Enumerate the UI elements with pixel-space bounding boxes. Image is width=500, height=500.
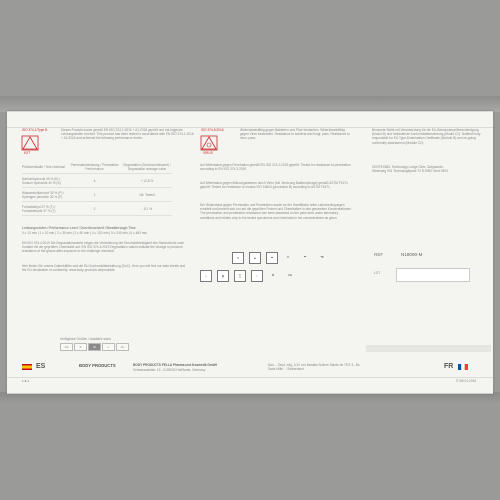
ref-label: REF bbox=[374, 252, 384, 257]
datasheet-text: Hier finden Sie unsere Datenblätter und die EU-Konformitätserklärung (DoC). Here you will find our data sheets and the EU declaration of conformity: www.body-products.de/produkte bbox=[22, 264, 186, 273]
table-header bbox=[22, 160, 172, 174]
company-name: BODY PRODUCTS FELLA Pharma und Kosmetik GmbH bbox=[133, 363, 217, 367]
table-header-cell: Degradation (Durchschnittswert) / Degradation average value bbox=[123, 162, 171, 171]
chemical-table bbox=[22, 160, 172, 216]
company-address: Schwarzwaldstr. 13 - D-95030 Hof/Saale, Germany bbox=[133, 368, 206, 372]
expiry-icon: ⌛ bbox=[234, 270, 246, 282]
penetration-text: Auf Widerstand gegen Penetration gemäß EN ISO 374-2:2019 geprüft. Tested for resistance to penetration according to EN ISO 374-2:2019. bbox=[200, 163, 351, 172]
print-code: © 3/6 01.2019 bbox=[456, 379, 477, 383]
ce-icon: CE bbox=[287, 273, 293, 277]
table-cell: - 5,1 % bbox=[141, 206, 153, 211]
lot-label: LOT bbox=[374, 271, 381, 275]
chem-intro-text: Dieses Produkt wurde gemäß EN ISO 374-1:2016 + A1:2018 geprüft und hat folgende Leistungsstufen erreicht. This product has been tested in accordance with EN ISO 374-1:2016 + A1:2018 and achieved the following performance levels: bbox=[61, 128, 194, 141]
virus-test-text: Auf Widerstand gegen Mikroorganismen durch Viren (bei Jerutzung Bakteriophage) gemäß ASTM F1671 geprüft. Tested for resistance to viruses ISO 16604 (procedure B) according to ASTM F1671. bbox=[200, 181, 348, 190]
size-chip: S bbox=[74, 343, 87, 351]
lang-right: FR bbox=[444, 363, 454, 370]
keep-dry-icon: ☂ bbox=[266, 252, 278, 264]
size-chip: XS bbox=[60, 343, 73, 351]
lang-left: ES bbox=[36, 363, 46, 370]
latex-icon: ▲ bbox=[249, 252, 261, 264]
bio-hazard-caption: VIRUS bbox=[203, 151, 213, 155]
food-safe-icon: ⌂ bbox=[200, 270, 212, 282]
chem-standard-title: ISO 374-1/Type B bbox=[22, 128, 48, 132]
temperature-icon: ℃ bbox=[320, 255, 324, 259]
size-chip: L bbox=[102, 343, 115, 351]
fold-line bbox=[7, 377, 493, 378]
table-cell: Natriumhydroxid 40 % (K) / Sodium hydroxide 40 % (K) bbox=[22, 176, 61, 185]
table-row bbox=[22, 174, 172, 188]
barcode-strip bbox=[366, 345, 491, 352]
notified-body-text: Benannte Stelle mit Verantwortung für die EU-Baumusterprüfbescheinigung (Modul B) und fortlaufende Konformitätsbewertung (Modul C2). Notified body responsible for EU Type-Examination Certificate (Module B) and on-going conformity assessment (Module C2): bbox=[372, 128, 481, 145]
legal-text: Das ... Dept. mfg. 2/10 Les Bardats Nollere Sainte de 75 E 3 , Bu Saint-Mille ... Switzerland bbox=[268, 363, 360, 372]
size-chip-selected: M bbox=[88, 343, 101, 351]
recycle-icon: ♻ bbox=[271, 273, 275, 277]
no-reuse-icon: ✕ bbox=[232, 252, 244, 264]
sizes-label: Verfügbare Größen / Available sizes bbox=[60, 337, 111, 341]
tiny-symbols: ♦ ♣ ♦ bbox=[22, 379, 30, 383]
table-row bbox=[22, 188, 172, 202]
manufacturer-icon: ▮ bbox=[217, 270, 229, 282]
table-cell: 6 bbox=[93, 178, 96, 183]
notified-body-address: CENTEXBEL Technology Lodge Gebr. Zwijnaarde-Steenweg 901 Technologiepark 70 B-9052 Gent 0493 bbox=[372, 165, 448, 174]
sun-icon: ☀ bbox=[286, 255, 290, 259]
table-header-cell: Permeationsleistung / Permeation Performance bbox=[70, 162, 119, 171]
spain-flag-icon bbox=[22, 364, 32, 370]
france-flag-icon bbox=[458, 364, 468, 370]
bio-intro-text: Widerstandsfähig gegen Bakterien und Pilze bestanden. Widerstandsfähig gegen Viren bestanden. Resistance to bacteria and fungi: pass. Resistance to virus: pass. bbox=[240, 128, 350, 141]
level-scale: 0 ≥ 10 min | 1 ≥ 10 min | 2 ≥ 30 min | 3 ≥ 60 min | 4 ≥ 120 min | 5 ≥ 240 min | 6 ≥ 480 min bbox=[22, 231, 147, 235]
bio-standard-title: ISO 374-5:2016 bbox=[201, 128, 224, 132]
chem-hazard-caption: KXT bbox=[24, 151, 31, 155]
disclaimer-text: Der Widerstand gegen Permeation und Penetration wurde an der Handfläche unter Laborbedingungen ermittelt und bezieht sich nur auf die geprüften Proben und Chemikalien in den genannten Konzentrationen. The permeation and penetration resistance has been assessed on the palm area under laboratory conditions and relates only to the tested specimens and chemicals in the concentrations as given. bbox=[200, 203, 352, 220]
table-cell: Wasserstoffperoxid 30 % (P) / Hydrogen peroxide 30 % (P) bbox=[22, 190, 65, 199]
brand-logo: BODY PRODUCTS bbox=[79, 363, 116, 368]
table-cell: + 12,8 % bbox=[140, 178, 154, 183]
degradation-text: EN ISO 374-4:2019 Die Degradationswerte zeigen die Veränderung der Durchstichfestigkeit des Handschuhs nach Kontakt mit der geprüften Chemikalie auf. EN ISO 374-4:2019 Degradation values indicate the change in puncture resistance of the gloves after exposure to the challenge chemical. bbox=[22, 241, 185, 254]
level-title: Leistungsstufen / Performance Level / Durchbruchzeit / Breakthrough Time bbox=[22, 226, 136, 230]
box-top-shadow bbox=[0, 96, 500, 112]
table-header-cell: Prüfchemikalie / Test chemical bbox=[22, 164, 65, 169]
table-cell: 2 bbox=[93, 192, 96, 197]
biohazard-icon bbox=[200, 135, 218, 151]
box-bottom-shadow bbox=[0, 392, 500, 406]
size-chip: XL bbox=[116, 343, 129, 351]
ref-value: N18090-M bbox=[401, 252, 423, 257]
table-row bbox=[22, 202, 172, 216]
chemical-hazard-icon bbox=[21, 135, 39, 151]
lot-field bbox=[396, 268, 470, 282]
table-cell: 2 bbox=[93, 206, 96, 211]
table-cell: Nit. Tested bbox=[139, 192, 155, 197]
size-chart bbox=[60, 343, 130, 351]
umbrella-icon: ☂ bbox=[303, 255, 307, 259]
instructions-icon: i bbox=[251, 270, 263, 282]
table-cell: Formaldehyd 37 % (T) / Formaldehyde 37 % (T) bbox=[22, 204, 56, 213]
